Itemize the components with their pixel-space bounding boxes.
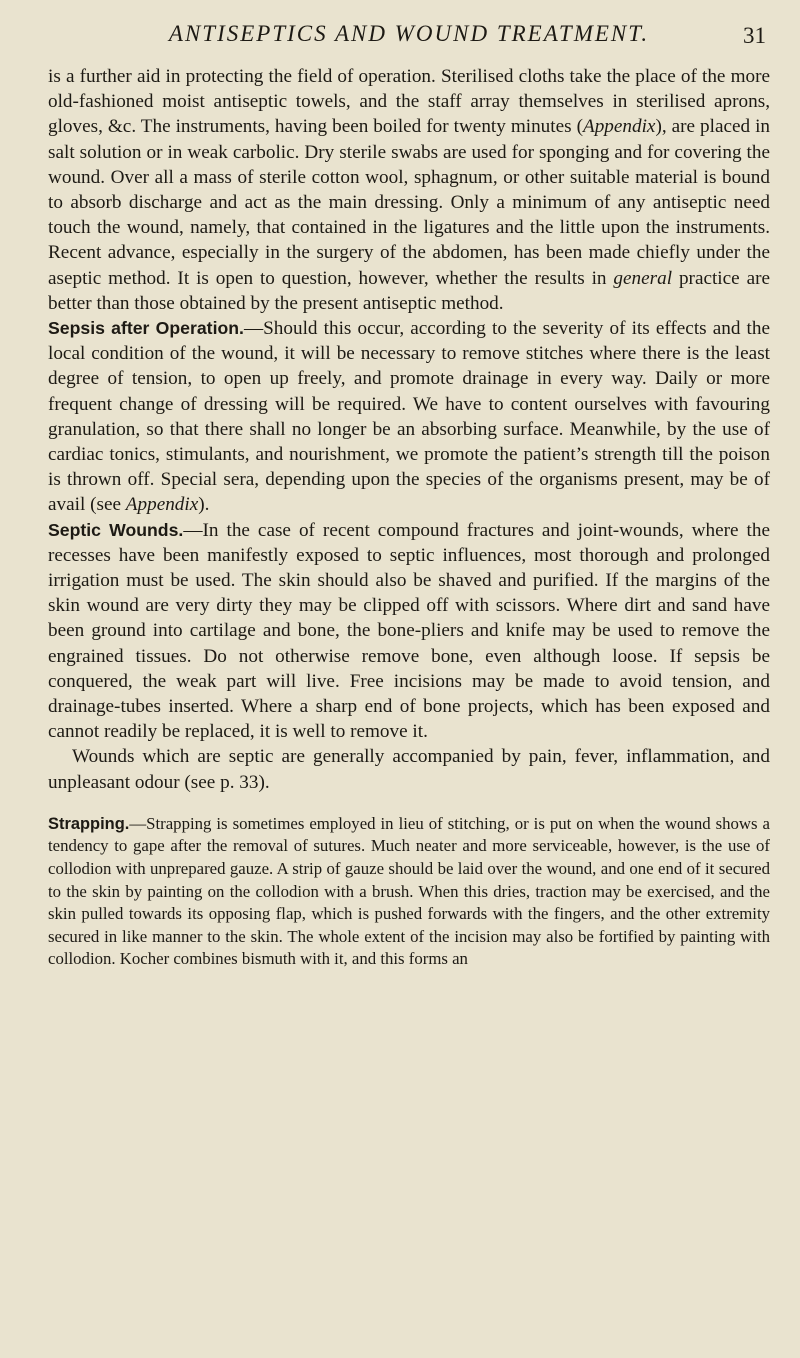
main-text [48, 64, 770, 795]
paragraph-septic-symptoms: Wounds which are septic are generally accompanied by pain, fever, inflammation, and unpleasant odour (see p. 33). [48, 746, 770, 793]
paragraph-sepsis-after-operation: Sepsis after Operation.—Should this occur, according to the severity of its effects and the local condition of the wound, it will be necessary to remove stitches where there is the least degree of tension, to open up freely, and promote drainage in every way. Daily or more frequent change of dressing will be required. We have to content ourselves with favouring granulation, so that there shall no longer be an absorbing surface. Meanwhile, by the use of cardiac tonics, stimulants, and nourishment, we promote the patient’s strength till the poison is thrown off. Special sera, depending upon the species of the organisms present, may be of avail (see Appendix). [48, 318, 770, 516]
emphasis-general: general [613, 267, 673, 289]
paragraph-aseptic-method: is a further aid in protecting the field of operation. Sterilised cloths take the place of the more old-fashioned moist antiseptic towels, and the staff array themselves in sterilised aprons, gloves, &c. The instruments, having been boiled for twenty minutes (Appendix), are placed in salt solution or in weak carbolic. Dry sterile swabs are used for sponging and for covering the wound. Over all a mass of sterile cotton wool, sphagnum, or other suitable material is bound to absorb discharge and act as the main dressing. Only a minimum of any antiseptic need touch the wound, namely, that contained in the ligatures and the little upon the instruments. Recent advance, especially in the surgery of the abdomen, has been made chiefly under the aseptic method. It is open to question, however, whether the results in general practice are better than those obtained by the present antiseptic method. [48, 66, 770, 314]
section-heading-sepsis: Sepsis after Operation. [48, 318, 244, 339]
section-heading-strapping: Strapping. [48, 814, 130, 833]
running-header [48, 14, 770, 54]
paragraph-septic-wounds: Septic Wounds.—In the case of recent compound fractures and joint-wounds, where the recesses have been manifestly exposed to septic influences, most thorough and prolonged irrigation must be used. The skin should also be shaved and purified. If the margins of the skin wound are very dirty they may be clipped off with scissors. Where dirt and sand have been ground into cartilage and bone, the bone-pliers and knife may be used to remove the engrained tissues. Do not otherwise remove bone, even although loose. If sepsis be conquered, the weak part will live. Free incisions may be made to avoid tension, and drainage-tubes inserted. Where a sharp end of bone projects, which has been exposed and cannot readily be replaced, it is well to remove it. [48, 519, 770, 743]
appendix-reference: Appendix [582, 116, 656, 138]
page-number: 31 [743, 23, 766, 48]
small-print-text [48, 813, 770, 971]
running-title: ANTISEPTICS AND WOUND TREATMENT. [168, 21, 650, 46]
paragraph-strapping: Strapping.—Strapping is sometimes employed in lieu of stitching, or is put on when the wound shows a tendency to gape after the removal of sutures. Much neater and more serviceable, however, is the use of collodion with unprepared gauze. A strip of gauze should be laid over the wound, and one end of it secured to the skin by painting on the collodion with a brush. When this dries, traction may be exercised, and the skin pulled towards its opposing flap, which is pushed forwards with the fingers, and the other extremity secured in like manner to the skin. The whole extent of the incision may also be fortified by painting with collodion. Kocher combines bismuth with it, and this forms an [48, 813, 770, 969]
appendix-reference: Appendix [125, 494, 199, 516]
section-heading-septic-wounds: Septic Wounds. [48, 519, 184, 540]
